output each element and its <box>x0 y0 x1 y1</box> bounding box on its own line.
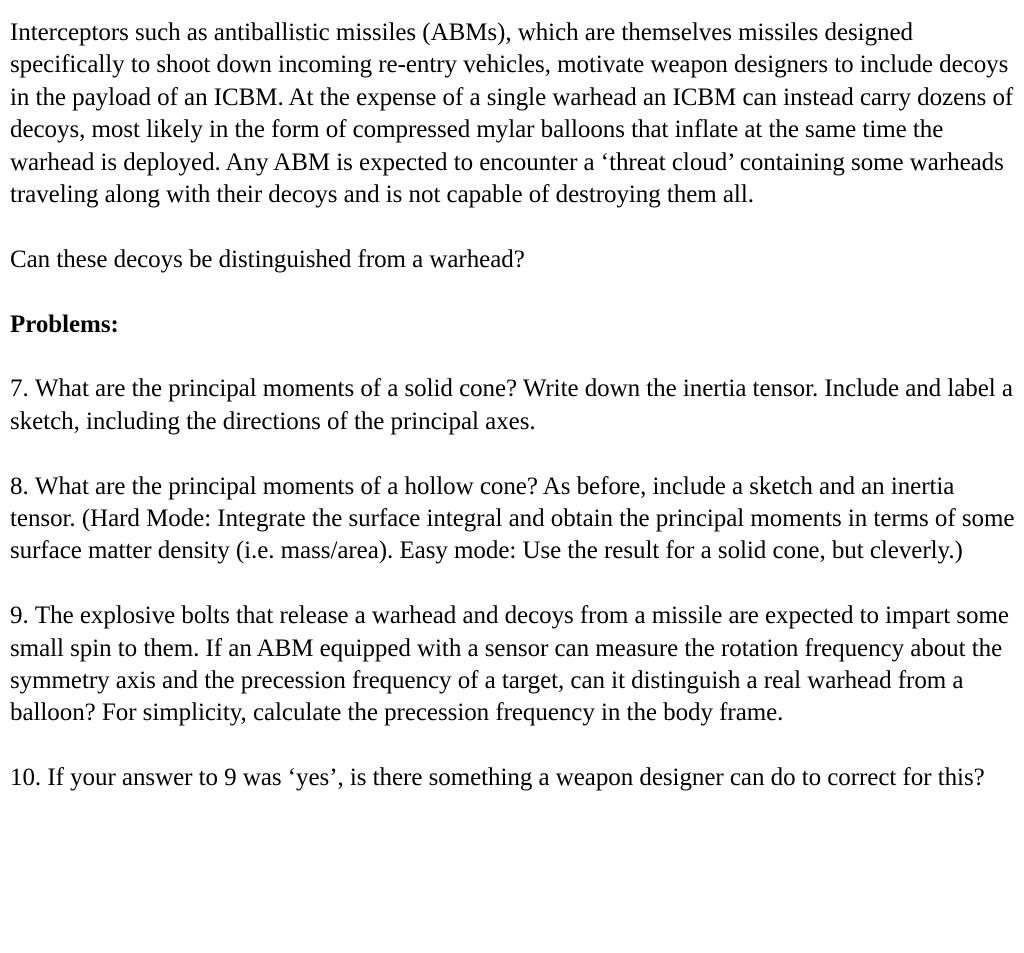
problem-number: 7. <box>10 375 29 403</box>
problem-text: If your answer to 9 was ‘yes’, is there something a weapon designer can do to correct for this? <box>47 764 985 792</box>
problems-heading: Problems: <box>10 310 119 338</box>
problem-number: 10. <box>10 764 42 792</box>
problem-text: What are the principal moments of a hollow cone? As before, include a sketch and an inertia tensor. (Hard Mode: Integrate the surface integral and obtain the principal moments in terms of some surface matter density (i.e. mass/area). Easy mode: Use the result for a solid cone, but cleverly.) <box>10 472 1015 565</box>
problem-10 <box>10 762 1018 794</box>
problem-text: The explosive bolts that release a warhead and decoys from a missile are expected to impart some small spin to them. If an ABM equipped with a sensor can measure the rotation frequency about the symmetry axis and the precession frequency of a target, can it distinguish a real warhead from a balloon? For simplicity, calculate the precession frequency in the body frame. <box>10 602 1009 727</box>
problem-9 <box>10 600 1018 730</box>
problem-7 <box>10 373 1018 438</box>
problem-number: 9. <box>10 602 29 630</box>
problem-8 <box>10 471 1018 568</box>
problem-text: What are the principal moments of a solid cone? Write down the inertia tensor. Include and label a sketch, including the directions of the principal axes. <box>10 375 1013 435</box>
intro-question: Can these decoys be distinguished from a warhead? <box>10 245 525 273</box>
intro-paragraph: Interceptors such as antiballistic missiles (ABMs), which are themselves missiles designed specifically to shoot down incoming re-entry vehicles, motivate weapon designers to include decoys in the payload of an ICBM. At the expense of a single warhead an ICBM can instead carry dozens of decoys, most likely in the form of compressed mylar balloons that inflate at the same time the warhead is deployed. Any ABM is expected to encounter a ‘threat cloud’ containing some warheads traveling along with their decoys and is not capable of destroying them all. <box>10 19 1014 209</box>
problem-number: 8. <box>10 472 29 500</box>
